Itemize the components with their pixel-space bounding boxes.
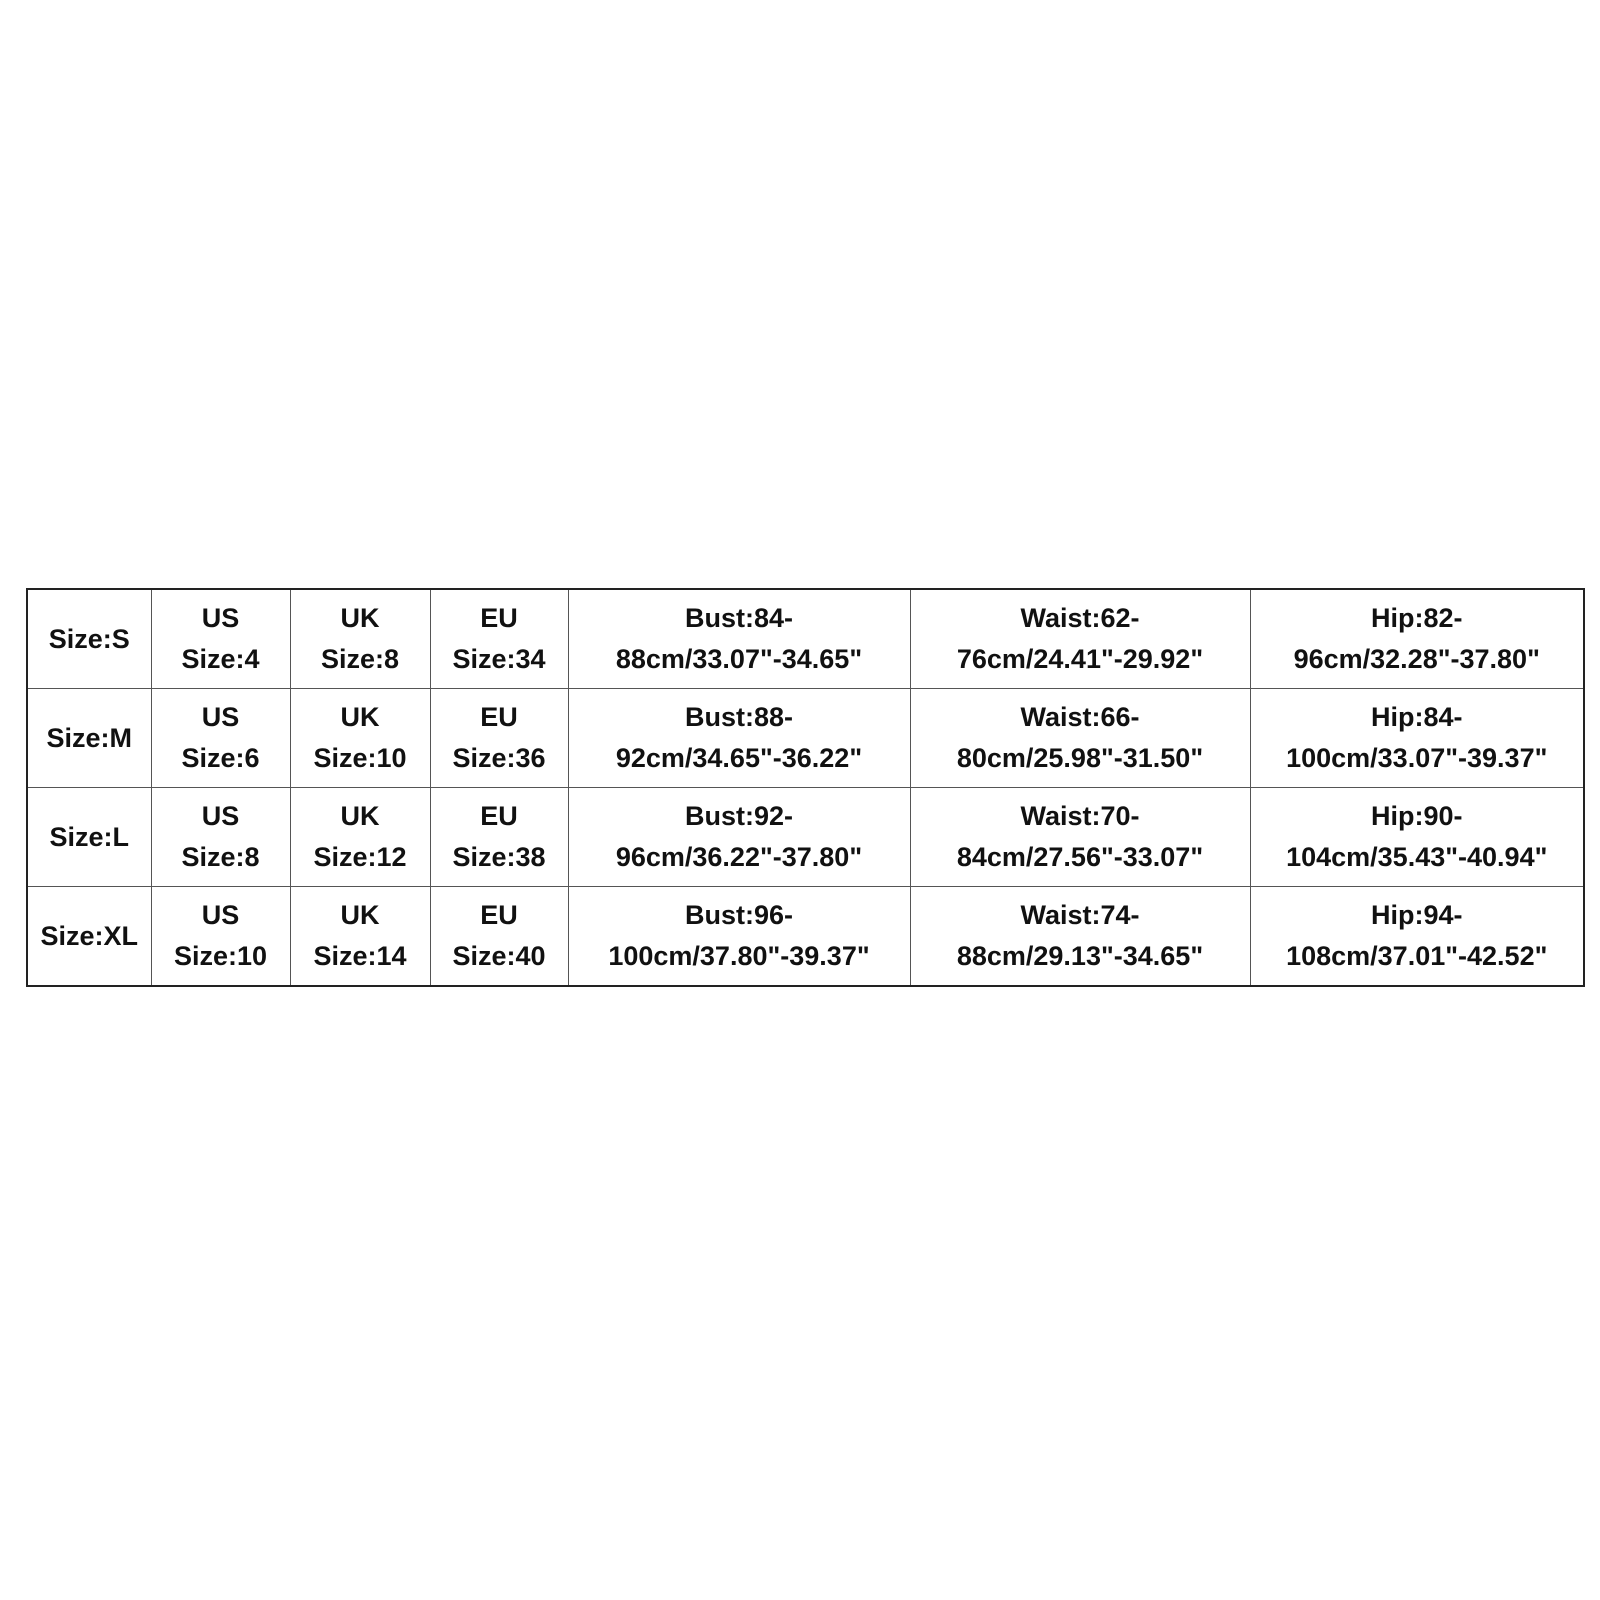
hip-label: Hip:94- (1370, 900, 1463, 930)
waist-cell (910, 589, 1250, 689)
hip-cell (1250, 589, 1584, 689)
hip-value: 96cm/32.28"-37.80" (1293, 644, 1540, 674)
eu-label: EU (480, 702, 518, 732)
eu-label: EU (480, 900, 518, 930)
uk-value: Size:12 (313, 842, 407, 872)
size-label: Size:S (48, 623, 130, 654)
uk-value: Size:10 (313, 743, 407, 773)
size-label-cell (27, 689, 151, 788)
hip-label: Hip:84- (1370, 702, 1463, 732)
us-value: Size:6 (181, 743, 260, 773)
waist-label: Waist:74- (1020, 900, 1140, 930)
us-size-cell (151, 589, 290, 689)
waist-value: 80cm/25.98"-31.50" (956, 743, 1204, 773)
hip-value: 100cm/33.07"-39.37" (1286, 743, 1548, 773)
size-label-cell (27, 589, 151, 689)
eu-size-cell (430, 887, 568, 987)
size-label: Size:XL (40, 920, 139, 951)
hip-cell (1250, 887, 1584, 987)
eu-label: EU (480, 603, 518, 633)
bust-value: 92cm/34.65"-36.22" (615, 743, 863, 773)
uk-label: UK (340, 702, 380, 732)
uk-size-cell (290, 589, 430, 689)
us-label: US (201, 702, 240, 732)
eu-value: Size:36 (452, 743, 546, 773)
hip-value: 108cm/37.01"-42.52" (1286, 941, 1548, 971)
uk-label: UK (340, 900, 380, 930)
us-label: US (201, 900, 240, 930)
us-label: US (201, 801, 240, 831)
size-row-s (27, 589, 1584, 689)
size-row-xl (27, 887, 1584, 987)
hip-value: 104cm/35.43"-40.94" (1286, 842, 1548, 872)
bust-cell (568, 689, 910, 788)
hip-cell (1250, 689, 1584, 788)
hip-cell (1250, 788, 1584, 887)
bust-label: Bust:92- (684, 801, 793, 831)
eu-value: Size:34 (452, 644, 546, 674)
size-label: Size:L (49, 821, 129, 852)
uk-label: UK (340, 603, 380, 633)
waist-label: Waist:62- (1020, 603, 1140, 633)
waist-cell (910, 689, 1250, 788)
bust-value: 96cm/36.22"-37.80" (615, 842, 863, 872)
us-label: US (201, 603, 240, 633)
waist-cell (910, 887, 1250, 987)
bust-cell (568, 788, 910, 887)
waist-value: 84cm/27.56"-33.07" (956, 842, 1204, 872)
bust-label: Bust:88- (684, 702, 793, 732)
waist-label: Waist:66- (1020, 702, 1140, 732)
size-row-m (27, 689, 1584, 788)
uk-value: Size:14 (313, 941, 407, 971)
size-row-l (27, 788, 1584, 887)
size-label: Size:M (46, 722, 132, 753)
eu-size-cell (430, 788, 568, 887)
eu-size-cell (430, 589, 568, 689)
waist-value: 88cm/29.13"-34.65" (956, 941, 1204, 971)
size-chart-table (26, 588, 1585, 987)
bust-label: Bust:96- (684, 900, 793, 930)
us-size-cell (151, 788, 290, 887)
eu-size-cell (430, 689, 568, 788)
size-label-cell (27, 788, 151, 887)
eu-value: Size:40 (452, 941, 546, 971)
hip-label: Hip:90- (1370, 801, 1463, 831)
eu-value: Size:38 (452, 842, 546, 872)
uk-size-cell (290, 788, 430, 887)
waist-label: Waist:70- (1020, 801, 1140, 831)
us-value: Size:10 (173, 941, 268, 971)
bust-label: Bust:84- (684, 603, 793, 633)
uk-size-cell (290, 689, 430, 788)
bust-value: 100cm/37.80"-39.37" (608, 941, 870, 971)
uk-size-cell (290, 887, 430, 987)
uk-label: UK (340, 801, 380, 831)
us-size-cell (151, 887, 290, 987)
bust-value: 88cm/33.07"-34.65" (615, 644, 863, 674)
us-value: Size:4 (181, 644, 260, 674)
bust-cell (568, 589, 910, 689)
eu-label: EU (480, 801, 518, 831)
waist-cell (910, 788, 1250, 887)
size-label-cell (27, 887, 151, 987)
hip-label: Hip:82- (1370, 603, 1463, 633)
us-size-cell (151, 689, 290, 788)
bust-cell (568, 887, 910, 987)
us-value: Size:8 (181, 842, 260, 872)
uk-value: Size:8 (320, 644, 400, 674)
waist-value: 76cm/24.41"-29.92" (956, 644, 1204, 674)
